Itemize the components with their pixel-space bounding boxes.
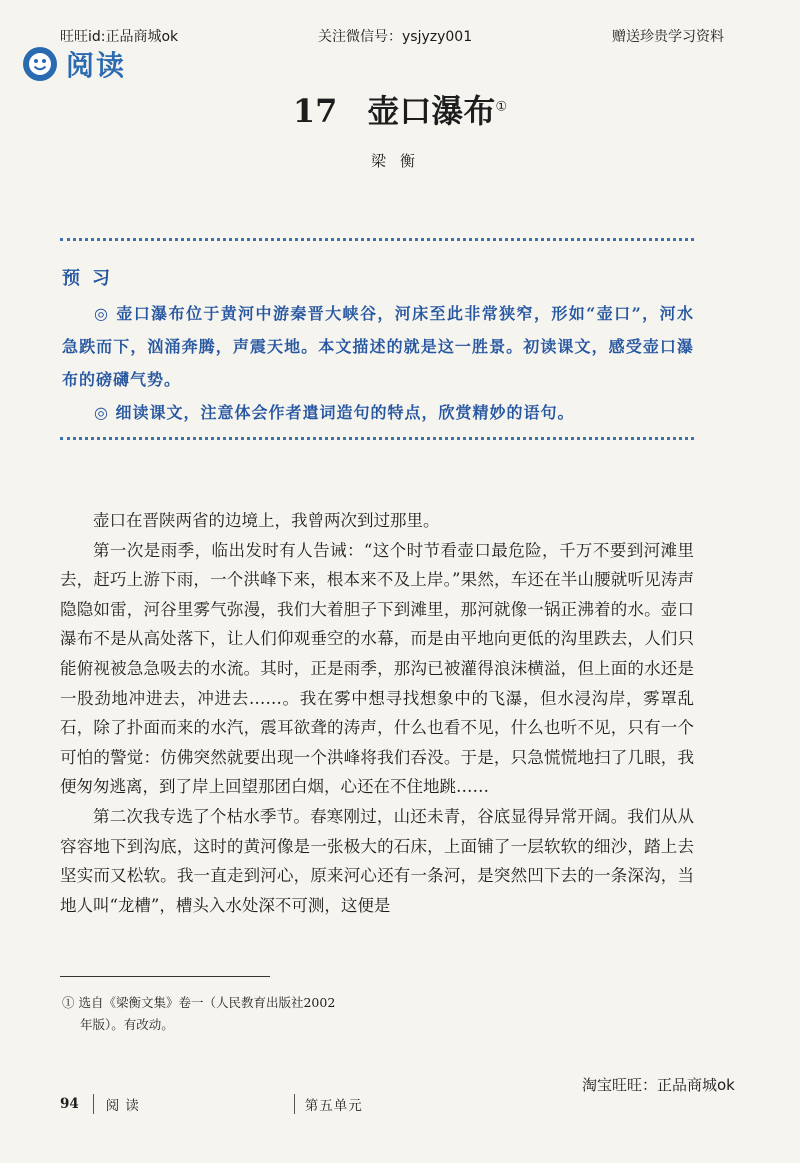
preview-heading: 预习 xyxy=(62,268,122,289)
lesson-number: 17 xyxy=(292,92,338,130)
lesson-title-text: 壶口瀑布 xyxy=(367,92,496,130)
page-number: 94 xyxy=(60,1096,79,1112)
footnote-line-2: 年版）。有改动。 xyxy=(80,1017,174,1032)
footnote-rule xyxy=(60,976,270,977)
footer-divider xyxy=(93,1094,94,1114)
footnote xyxy=(62,992,362,1036)
watermark-top-right: 赠送珍贵学习资料 xyxy=(612,29,724,45)
reading-face-icon xyxy=(22,46,58,82)
section-badge-label: 阅读 xyxy=(66,49,127,82)
footer-divider xyxy=(294,1094,295,1114)
preview-item-1: ◎ 壶口瀑布位于黄河中游秦晋大峡谷，河床至此非常狭窄，形如“壶口”，河水急跌而下，汹涌奔腾，声震天地。本文描述的就是这一胜景。初读课文，感受壶口瀑布的磅礴气势。 xyxy=(62,304,694,389)
watermark-top-left: 旺旺id:正品商城ok xyxy=(60,29,179,45)
preview-box xyxy=(62,262,694,429)
article-body xyxy=(60,506,694,920)
preview-top-divider xyxy=(60,238,694,241)
watermark-top-center: 关注微信号：ysjyzy001 xyxy=(318,29,473,45)
section-badge xyxy=(22,44,126,84)
paragraph: 第一次是雨季，临出发时有人告诫：“这个时节看壶口最危险，千万不要到河滩里去，赶巧上游下雨，一个洪峰下来，根本来不及上岸。”果然，车还在半山腰就听见涛声隐隐如雷，河谷里雾气弥漫，我们大着胆子下到滩里，那河就像一锅正沸着的水。壶口瀑布不是从高处落下，让人们仰观垂空的水幕，而是由平地向更低的沟里跌去，人们只能俯视被急急吸去的水流。其时，正是雨季，那沟已被灌得浪沫横溢，但上面的水还是一股劲地冲进去，冲进去……。我在雾中想寻找想象中的飞瀑，但水浸沟岸，雾罩乱石，除了扑面而来的水汽，震耳欲聋的涛声，什么也看不见，什么也听不见，只有一个可怕的警觉：仿佛突然就要出现一个洪峰将我们吞没。于是，只急慌慌地扫了几眼，我便匆匆逃离，到了岸上回望那团白烟，心还在不住地跳…… xyxy=(60,540,694,797)
paragraph: 壶口在晋陕两省的边境上，我曾两次到过那里。 xyxy=(93,511,440,530)
lesson-title xyxy=(0,86,800,132)
footer-unit: 第五单元 xyxy=(304,1098,363,1114)
footer-section: 阅读 xyxy=(105,1098,145,1114)
preview-bottom-divider xyxy=(60,437,694,440)
footnote-line-1: ① 选自《梁衡文集》卷一（人民教育出版社2002 xyxy=(62,995,336,1010)
title-footnote-mark: ① xyxy=(495,99,508,115)
preview-item-2: ◎ 细读课文，注意体会作者遣词造句的特点，欣赏精妙的语句。 xyxy=(94,403,575,422)
paragraph: 第二次我专选了个枯水季节。春寒刚过，山还未青，谷底显得异常开阔。我们从从容容地下到沟底，这时的黄河像是一张极大的石床，上面铺了一层软软的细沙，踏上去坚实而又松软。我一直走到河心，原来河心还有一条河，是突然凹下去的一条深沟，当地人叫“龙槽”，槽头入水处深不可测，这便是 xyxy=(60,806,694,915)
watermark-bottom-right: 淘宝旺旺：正品商城ok xyxy=(582,1076,735,1094)
lesson-author: 梁衡 xyxy=(370,152,429,170)
page-footer xyxy=(60,1094,363,1114)
